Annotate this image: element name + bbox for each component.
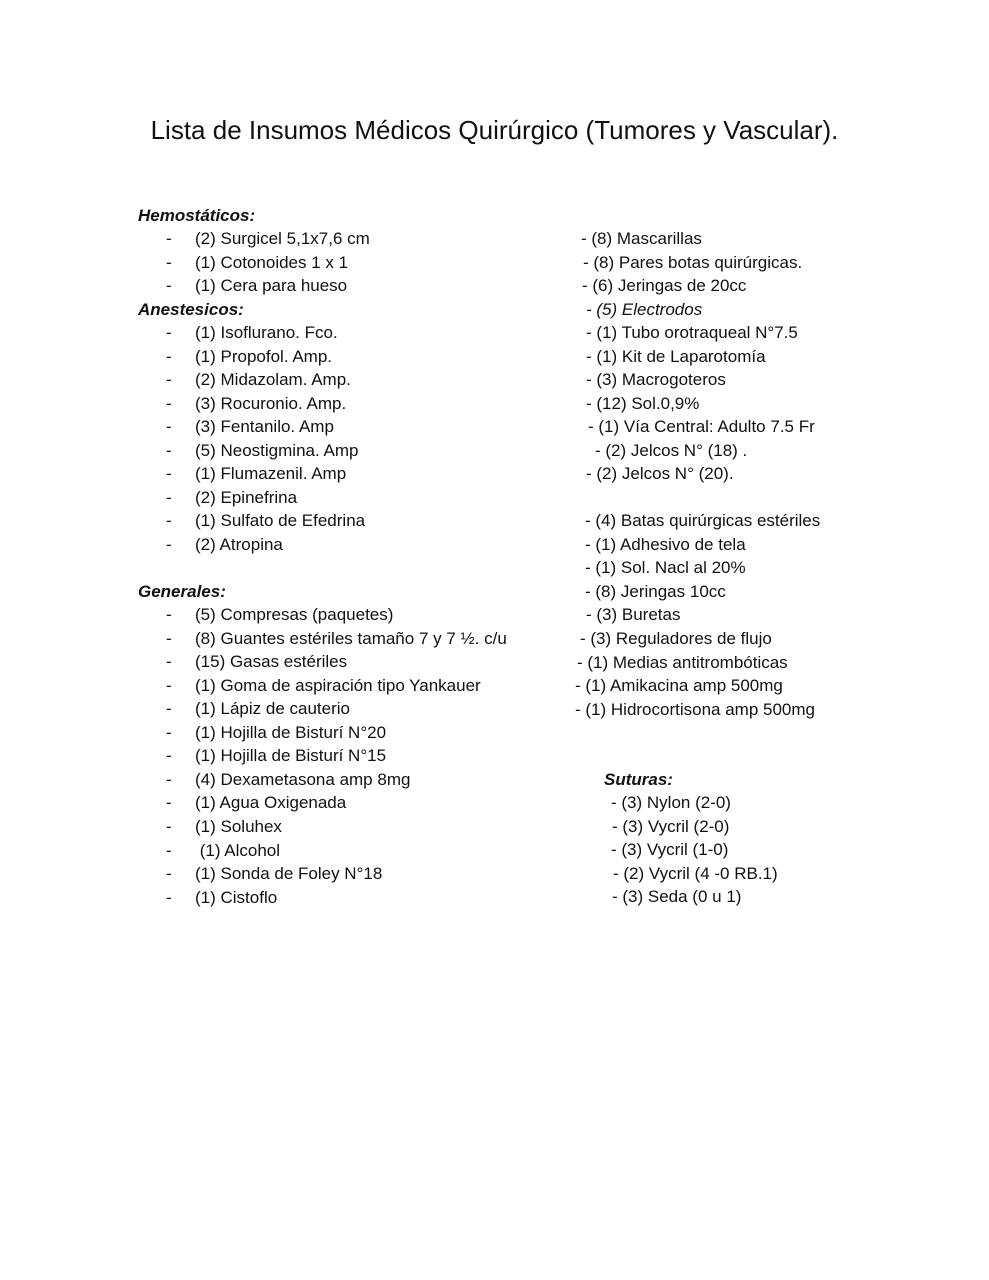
list-item-supplies: - (2) Jelcos N° (18) . [595, 441, 748, 460]
list-item-supplies: - (5) Electrodos [586, 300, 703, 319]
list-item-anestesicos: (2) Midazolam. Amp. [195, 370, 351, 390]
list-item-supplies: - (1) Tubo orotraqueal N°7.5 [586, 323, 798, 342]
list-item-anestesicos: (1) Sulfato de Efedrina [195, 511, 366, 531]
list-bullet: - [166, 440, 172, 460]
list-item-hemostaticos: (2) Surgicel 5,1x7,6 cm [195, 229, 370, 248]
list-item-generales: (1) Lápiz de cauterio [195, 699, 350, 719]
list-bullet: - [166, 628, 172, 648]
list-item-supplies: - (8) Jeringas 10cc [585, 582, 726, 601]
list-item-supplies: - (8) Mascarillas [581, 229, 702, 248]
list-item-supplies: - (8) Pares botas quirúrgicas. [583, 253, 803, 272]
list-bullet: - [166, 652, 172, 672]
list-item-anestesicos: (1) Propofol. Amp. [195, 346, 333, 366]
list-item-hemostaticos: (1) Cotonoides 1 x 1 [195, 252, 349, 272]
list-bullet: - [166, 605, 172, 624]
list-item-supplies: - (1) Medias antitrombóticas [577, 653, 788, 672]
list-item-anestesicos: (3) Fentanilo. Amp [195, 417, 334, 437]
list-bullet: - [166, 699, 172, 719]
list-item-supplies: - (12) Sol.0,9% [586, 394, 700, 413]
list-item-supplies: - (1) Sol. Nacl al 20% [585, 558, 746, 577]
list-item-generales: (1) Hojilla de Bisturí N°15 [195, 746, 387, 766]
list-item-generales: (15) Gasas estériles [195, 652, 348, 672]
list-bullet: - [166, 887, 172, 907]
list-item-supplies: - (3) Macrogoteros [586, 370, 726, 389]
list-item-supplies: - (1) Amikacina amp 500mg [575, 676, 783, 695]
list-bullet: - [166, 229, 172, 248]
list-item-anestesicos: (3) Rocuronio. Amp. [195, 393, 347, 413]
section-heading-suturas: Suturas: [604, 770, 673, 789]
list-item-supplies: - (1) Vía Central: Adulto 7.5 Fr [588, 417, 815, 436]
list-item-anestesicos: (1) Isoflurano. Fco. [195, 323, 338, 342]
section-heading-anestesicos: Anestesicos: [138, 300, 244, 319]
list-item-generales: (4) Dexametasona amp 8mg [195, 769, 411, 789]
list-item-suturas: - (3) Vycril (1-0) [611, 840, 729, 860]
list-bullet: - [166, 464, 172, 484]
list-bullet: - [166, 793, 172, 813]
list-bullet: - [166, 511, 172, 531]
list-bullet: - [166, 746, 172, 766]
list-item-supplies: - (4) Batas quirúrgicas estériles [585, 511, 821, 530]
list-item-hemostaticos: (1) Cera para hueso [195, 276, 348, 296]
list-bullet: - [166, 417, 172, 437]
list-item-suturas: - (3) Seda (0 u 1) [612, 887, 742, 907]
list-bullet: - [166, 722, 172, 742]
list-item-supplies: - (3) Reguladores de flujo [580, 629, 772, 648]
list-bullet: - [166, 276, 172, 296]
list-bullet: - [166, 393, 172, 413]
list-item-suturas: - (3) Nylon (2-0) [611, 793, 731, 812]
list-bullet: - [166, 370, 172, 390]
list-bullet: - [166, 252, 172, 272]
list-item-anestesicos: (2) Epinefrina [195, 487, 298, 507]
list-item-generales: (1) Sonda de Foley N°18 [195, 864, 383, 884]
list-item-anestesicos: (2) Atropina [195, 534, 283, 554]
list-bullet: - [166, 346, 172, 366]
list-item-generales: (1) Cistoflo [195, 887, 278, 907]
list-bullet: - [166, 675, 172, 695]
document-title: Lista de Insumos Médicos Quirúrgico (Tumores y Vascular). [150, 115, 839, 145]
list-item-anestesicos: (5) Neostigmina. Amp [195, 440, 359, 460]
list-bullet: - [166, 816, 172, 836]
list-item-generales: (1) Alcohol [195, 840, 281, 860]
section-heading-generales: Generales: [138, 582, 226, 601]
list-item-anestesicos: (1) Flumazenil. Amp [195, 464, 347, 484]
list-bullet: - [166, 864, 172, 884]
list-item-supplies: - (1) Hidrocortisona amp 500mg [575, 700, 815, 719]
list-bullet: - [166, 534, 172, 554]
list-item-generales: (1) Hojilla de Bisturí N°20 [195, 722, 387, 742]
list-item-generales: (8) Guantes estériles tamaño 7 y 7 ½. c/u [195, 628, 507, 648]
list-item-suturas: - (2) Vycril (4 -0 RB.1) [613, 863, 778, 883]
list-item-suturas: - (3) Vycril (2-0) [612, 816, 730, 836]
list-item-supplies: - (2) Jelcos N° (20). [586, 464, 734, 483]
list-bullet: - [166, 769, 172, 789]
list-item-supplies: - (3) Buretas [586, 605, 681, 624]
list-item-supplies: - (1) Adhesivo de tela [585, 535, 746, 554]
list-item-generales: (5) Compresas (paquetes) [195, 605, 394, 624]
list-item-supplies: - (6) Jeringas de 20cc [582, 276, 747, 295]
list-bullet: - [166, 840, 172, 860]
list-item-generales: (1) Soluhex [195, 816, 282, 836]
list-item-supplies: - (1) Kit de Laparotomía [586, 347, 766, 366]
section-heading-hemostaticos: Hemostáticos: [138, 206, 256, 225]
list-item-generales: (1) Agua Oxigenada [195, 793, 347, 813]
list-bullet: - [166, 487, 172, 507]
list-item-generales: (1) Goma de aspiración tipo Yankauer [195, 675, 481, 695]
list-bullet: - [166, 323, 172, 342]
